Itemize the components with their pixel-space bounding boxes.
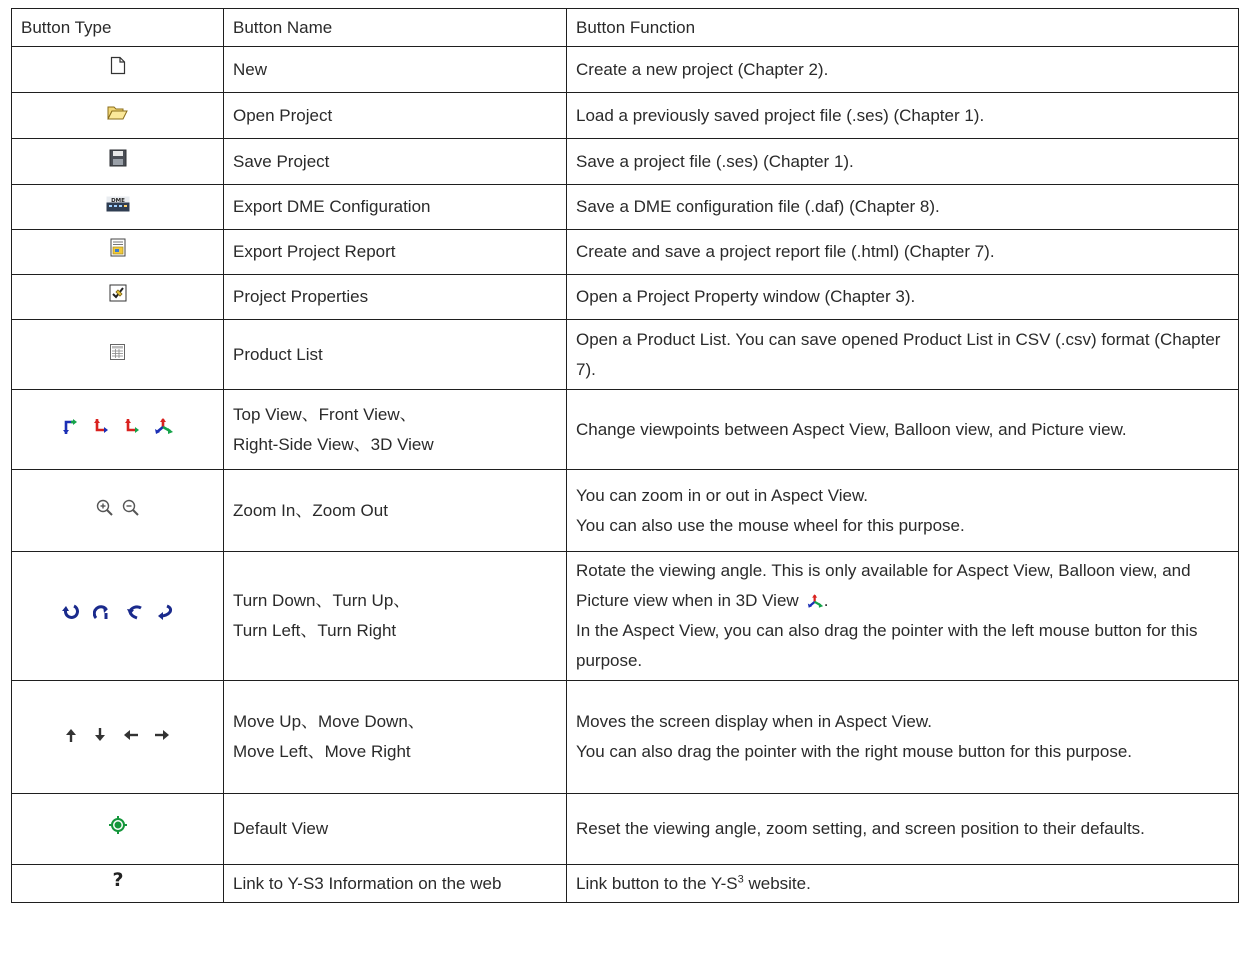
zoom-in-icon[interactable]: [96, 499, 113, 516]
header-button-name: Button Name: [224, 9, 567, 47]
table-row: [12, 320, 1239, 390]
button-reference-table: [11, 8, 1239, 903]
3d-view-icon[interactable]: [154, 417, 174, 435]
function-superscript: 3: [737, 872, 744, 885]
button-function: Save a project file (.ses) (Chapter 1).: [567, 139, 1239, 185]
button-function: Save a DME configuration file (.daf) (Chapter 8).: [567, 185, 1239, 230]
header-button-type: Button Type: [12, 9, 224, 47]
table-header-row: [12, 9, 1239, 47]
button-name: [224, 681, 567, 794]
button-name: [224, 390, 567, 470]
table-row: [12, 139, 1239, 185]
new-document-icon[interactable]: [110, 56, 126, 75]
table-row: [12, 794, 1239, 865]
function-text-b: You can also drag the pointer with the right mouse button for this purpose.: [576, 742, 1132, 761]
save-disk-icon[interactable]: [109, 149, 127, 167]
button-function: Rotate the viewing angle. This is only available for Aspect View, Balloon view, and Picture view when in 3D View . In the Aspect View, you can also drag the pointer with the left mouse button for this purpose.: [567, 552, 1239, 681]
top-view-icon[interactable]: [61, 417, 79, 435]
table-row: [12, 390, 1239, 470]
button-name: Product List: [224, 320, 567, 390]
front-view-icon[interactable]: [92, 417, 110, 435]
button-name: Open Project: [224, 93, 567, 139]
report-icon[interactable]: [110, 238, 126, 257]
button-name-line: Top View、Front View、: [233, 404, 417, 424]
button-function: Load a previously saved project file (.ses) (Chapter 1).: [567, 93, 1239, 139]
function-line: You can zoom in or out in Aspect View.: [576, 485, 869, 505]
button-name: [224, 552, 567, 681]
open-folder-icon[interactable]: [107, 104, 128, 121]
button-name-line: Turn Left、Turn Right: [233, 621, 397, 640]
function-line: You can also use the mouse wheel for this purpose.: [576, 515, 965, 535]
table-row: [12, 47, 1239, 93]
button-name-line: Move Up、Move Down、: [233, 712, 425, 731]
turn-up-icon[interactable]: [93, 603, 111, 621]
button-name: Save Project: [224, 139, 567, 185]
function-text-a: Rotate the viewing angle. This is only available for Aspect View, Balloon view, and Picture view when in 3D View: [576, 561, 1191, 610]
table-row: [12, 230, 1239, 275]
button-function: Create a new project (Chapter 2).: [567, 47, 1239, 93]
properties-icon[interactable]: [109, 284, 127, 302]
help-icon[interactable]: [111, 869, 125, 889]
product-list-icon[interactable]: [110, 344, 125, 360]
zoom-out-icon[interactable]: [122, 499, 139, 516]
button-function: Open a Project Property window (Chapter 3).: [567, 275, 1239, 320]
button-name-line: Turn Down、Turn Up、: [233, 591, 411, 610]
button-function: Create and save a project report file (.html) (Chapter 7).: [567, 230, 1239, 275]
table-row: [12, 552, 1239, 681]
button-name-line: Right-Side View、3D View: [233, 434, 434, 454]
table-row: [12, 275, 1239, 320]
default-view-icon[interactable]: [109, 816, 127, 834]
svg-text:?: ?: [111, 868, 124, 889]
table-row: [12, 93, 1239, 139]
header-button-function: Button Function: [567, 9, 1239, 47]
table-row: [12, 865, 1239, 903]
turn-left-icon[interactable]: [125, 603, 143, 621]
turn-down-icon[interactable]: [61, 603, 79, 621]
button-name: New: [224, 47, 567, 93]
table-row: [12, 185, 1239, 230]
turn-right-icon[interactable]: [157, 603, 175, 621]
move-left-icon[interactable]: [123, 729, 138, 741]
button-name: Project Properties: [224, 275, 567, 320]
function-text-a: Moves the screen display when in Aspect View.: [576, 712, 932, 731]
3d-view-inline-icon: [807, 593, 824, 609]
move-down-icon[interactable]: [94, 728, 106, 742]
dme-icon[interactable]: [106, 196, 130, 212]
function-post: website.: [743, 873, 811, 893]
function-text-b: In the Aspect View, you can also drag the pointer with the left mouse button for this purpose.: [576, 621, 1198, 670]
button-name-line: Move Left、Move Right: [233, 742, 411, 761]
right-side-view-icon[interactable]: [123, 417, 141, 435]
button-function: Reset the viewing angle, zoom setting, and screen position to their defaults.: [567, 794, 1239, 865]
button-name: Export Project Report: [224, 230, 567, 275]
move-right-icon[interactable]: [155, 729, 170, 741]
button-name: Default View: [224, 794, 567, 865]
function-pre: Link button to the Y-S: [576, 873, 738, 893]
button-name: Zoom In、Zoom Out: [224, 470, 567, 552]
button-function: [567, 470, 1239, 552]
button-name: Link to Y-S3 Information on the web: [224, 865, 567, 903]
button-function: [567, 681, 1239, 794]
button-function: [567, 865, 1239, 903]
table-row: [12, 681, 1239, 794]
button-function: Open a Product List. You can save opened Product List in CSV (.csv) format (Chapter 7).: [567, 320, 1239, 390]
table-row: [12, 470, 1239, 552]
button-name: Export DME Configuration: [224, 185, 567, 230]
svg-text:DME: DME: [110, 198, 125, 204]
move-up-icon[interactable]: [65, 728, 77, 742]
button-function: Change viewpoints between Aspect View, Balloon view, and Picture view.: [567, 390, 1239, 470]
